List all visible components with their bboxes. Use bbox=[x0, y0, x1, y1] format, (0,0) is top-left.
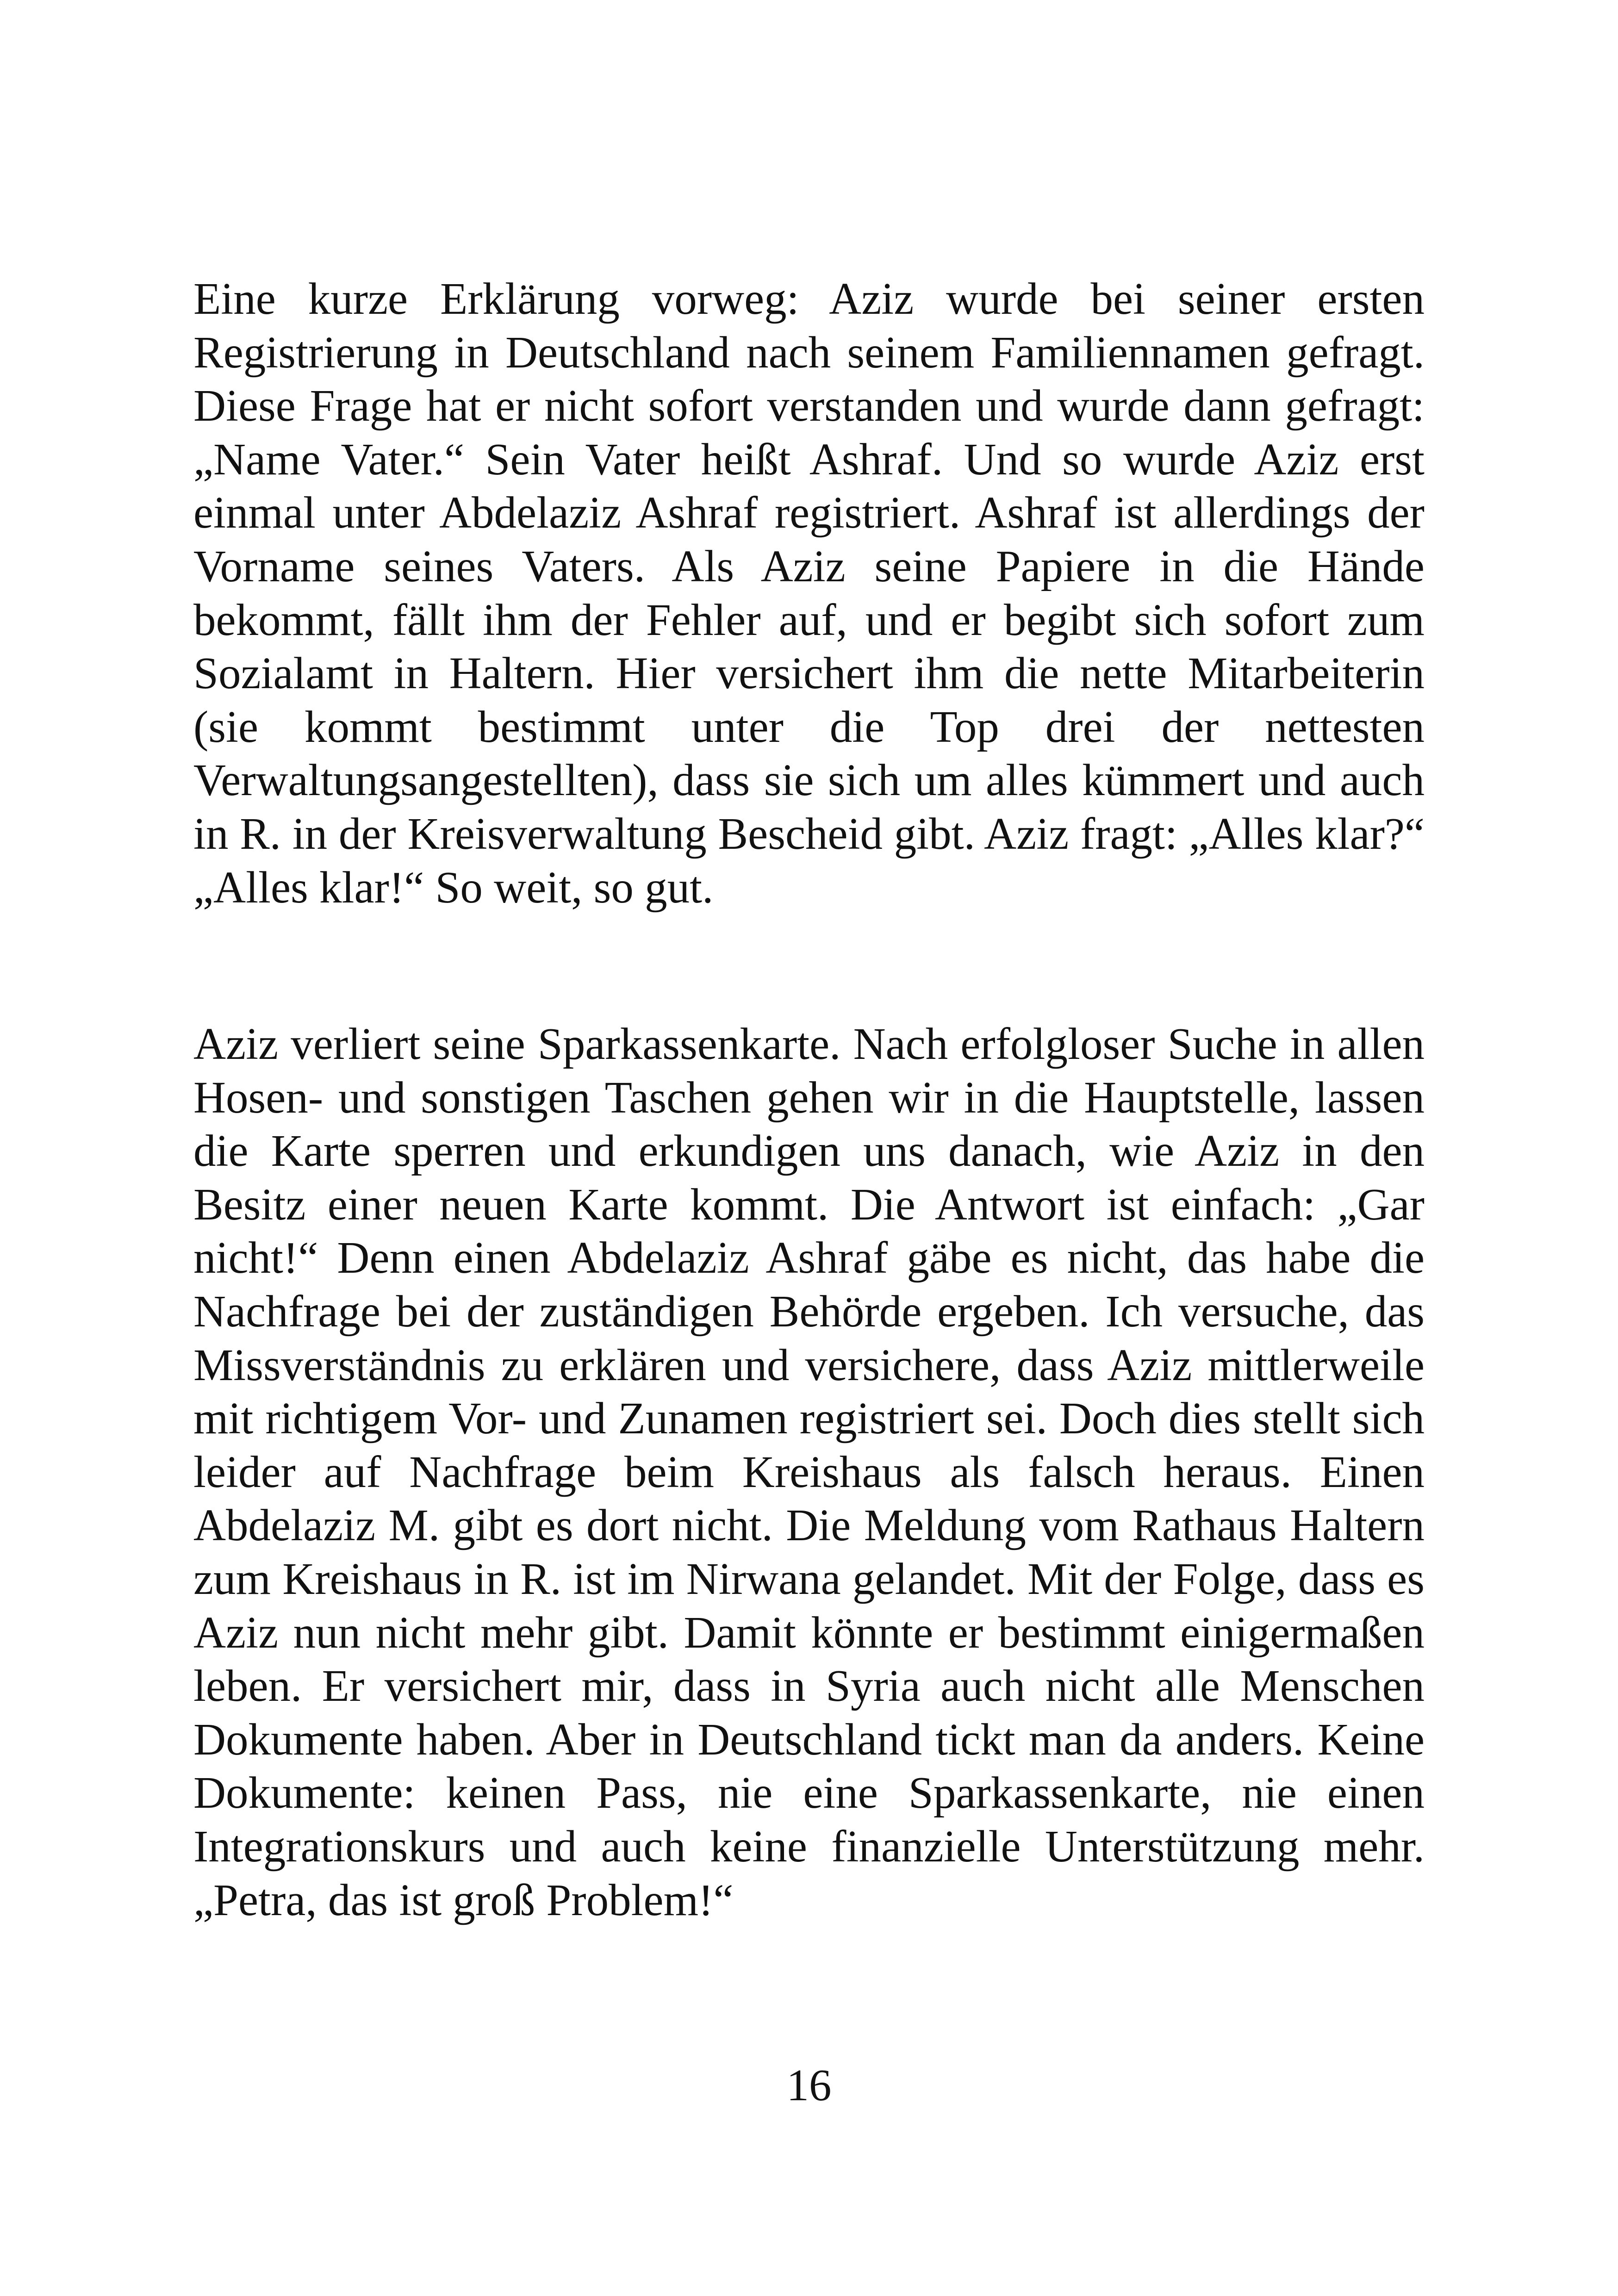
body-paragraph-1: Eine kurze Erklärung vorweg: Aziz wurde bei seiner ersten Registrierung in Deutschland nach seinem Familiennamen gefragt. Diese Frage hat er nicht sofort verstanden und wurde dann gefragt: „Name Vater.“ Sein Vater heißt Ashraf. Und so wurde Aziz erst einmal unter Abdelaziz Ashraf registriert. Ashraf ist allerdings der Vorname seines Vaters. Als Aziz seine Papiere in die Hände bekommt, fällt ihm der Fehler auf, und er begibt sich sofort zum Sozialamt in Haltern. Hier versichert ihm die nette Mitarbeiterin (sie kommt bestimmt unter die Top drei der nettesten Verwaltungsangestellten), dass sie sich um alles kümmert und auch in R. in der Kreisverwaltung Bescheid gibt. Aziz fragt: „Alles klar?“ „Alles klar!“ So weit, so gut. bbox=[193, 274, 1425, 912]
body-paragraph-2: Aziz verliert seine Sparkassenkarte. Nach erfolgloser Suche in allen Hosen- und sonstigen Taschen gehen wir in die Hauptstelle, lassen die Karte sperren und erkundigen uns danach, wie Aziz in den Besitz einer neuen Karte kommt. Die Antwort ist einfach: „Gar nicht!“ Denn einen Abdelaziz Ashraf gäbe es nicht, das habe die Nachfrage bei der zuständigen Behörde ergeben. Ich versuche, das Missverständnis zu erklären und versichere, dass Aziz mittlerweile mit richtigem Vor- und Zunamen registriert sei. Doch dies stellt sich leider auf Nachfrage beim Kreishaus als falsch heraus. Einen Abdelaziz M. gibt es dort nicht. Die Meldung vom Rathaus Haltern zum Kreishaus in R. ist im Nirwana gelandet. Mit der Folge, dass es Aziz nun nicht mehr gibt. Damit könnte er bestimmt einigermaßen leben. Er versichert mir, dass in Syria auch nicht alle Menschen Dokumente haben. Aber in Deutschland tickt man da anders. Keine Dokumente: keinen Pass, nie eine Sparkassenkarte, nie einen Integrationskurs und auch keine finanzielle Unterstützung mehr. „Petra, das ist groß Problem!“ bbox=[193, 1019, 1425, 1925]
page-number: 16 bbox=[786, 2060, 832, 2110]
